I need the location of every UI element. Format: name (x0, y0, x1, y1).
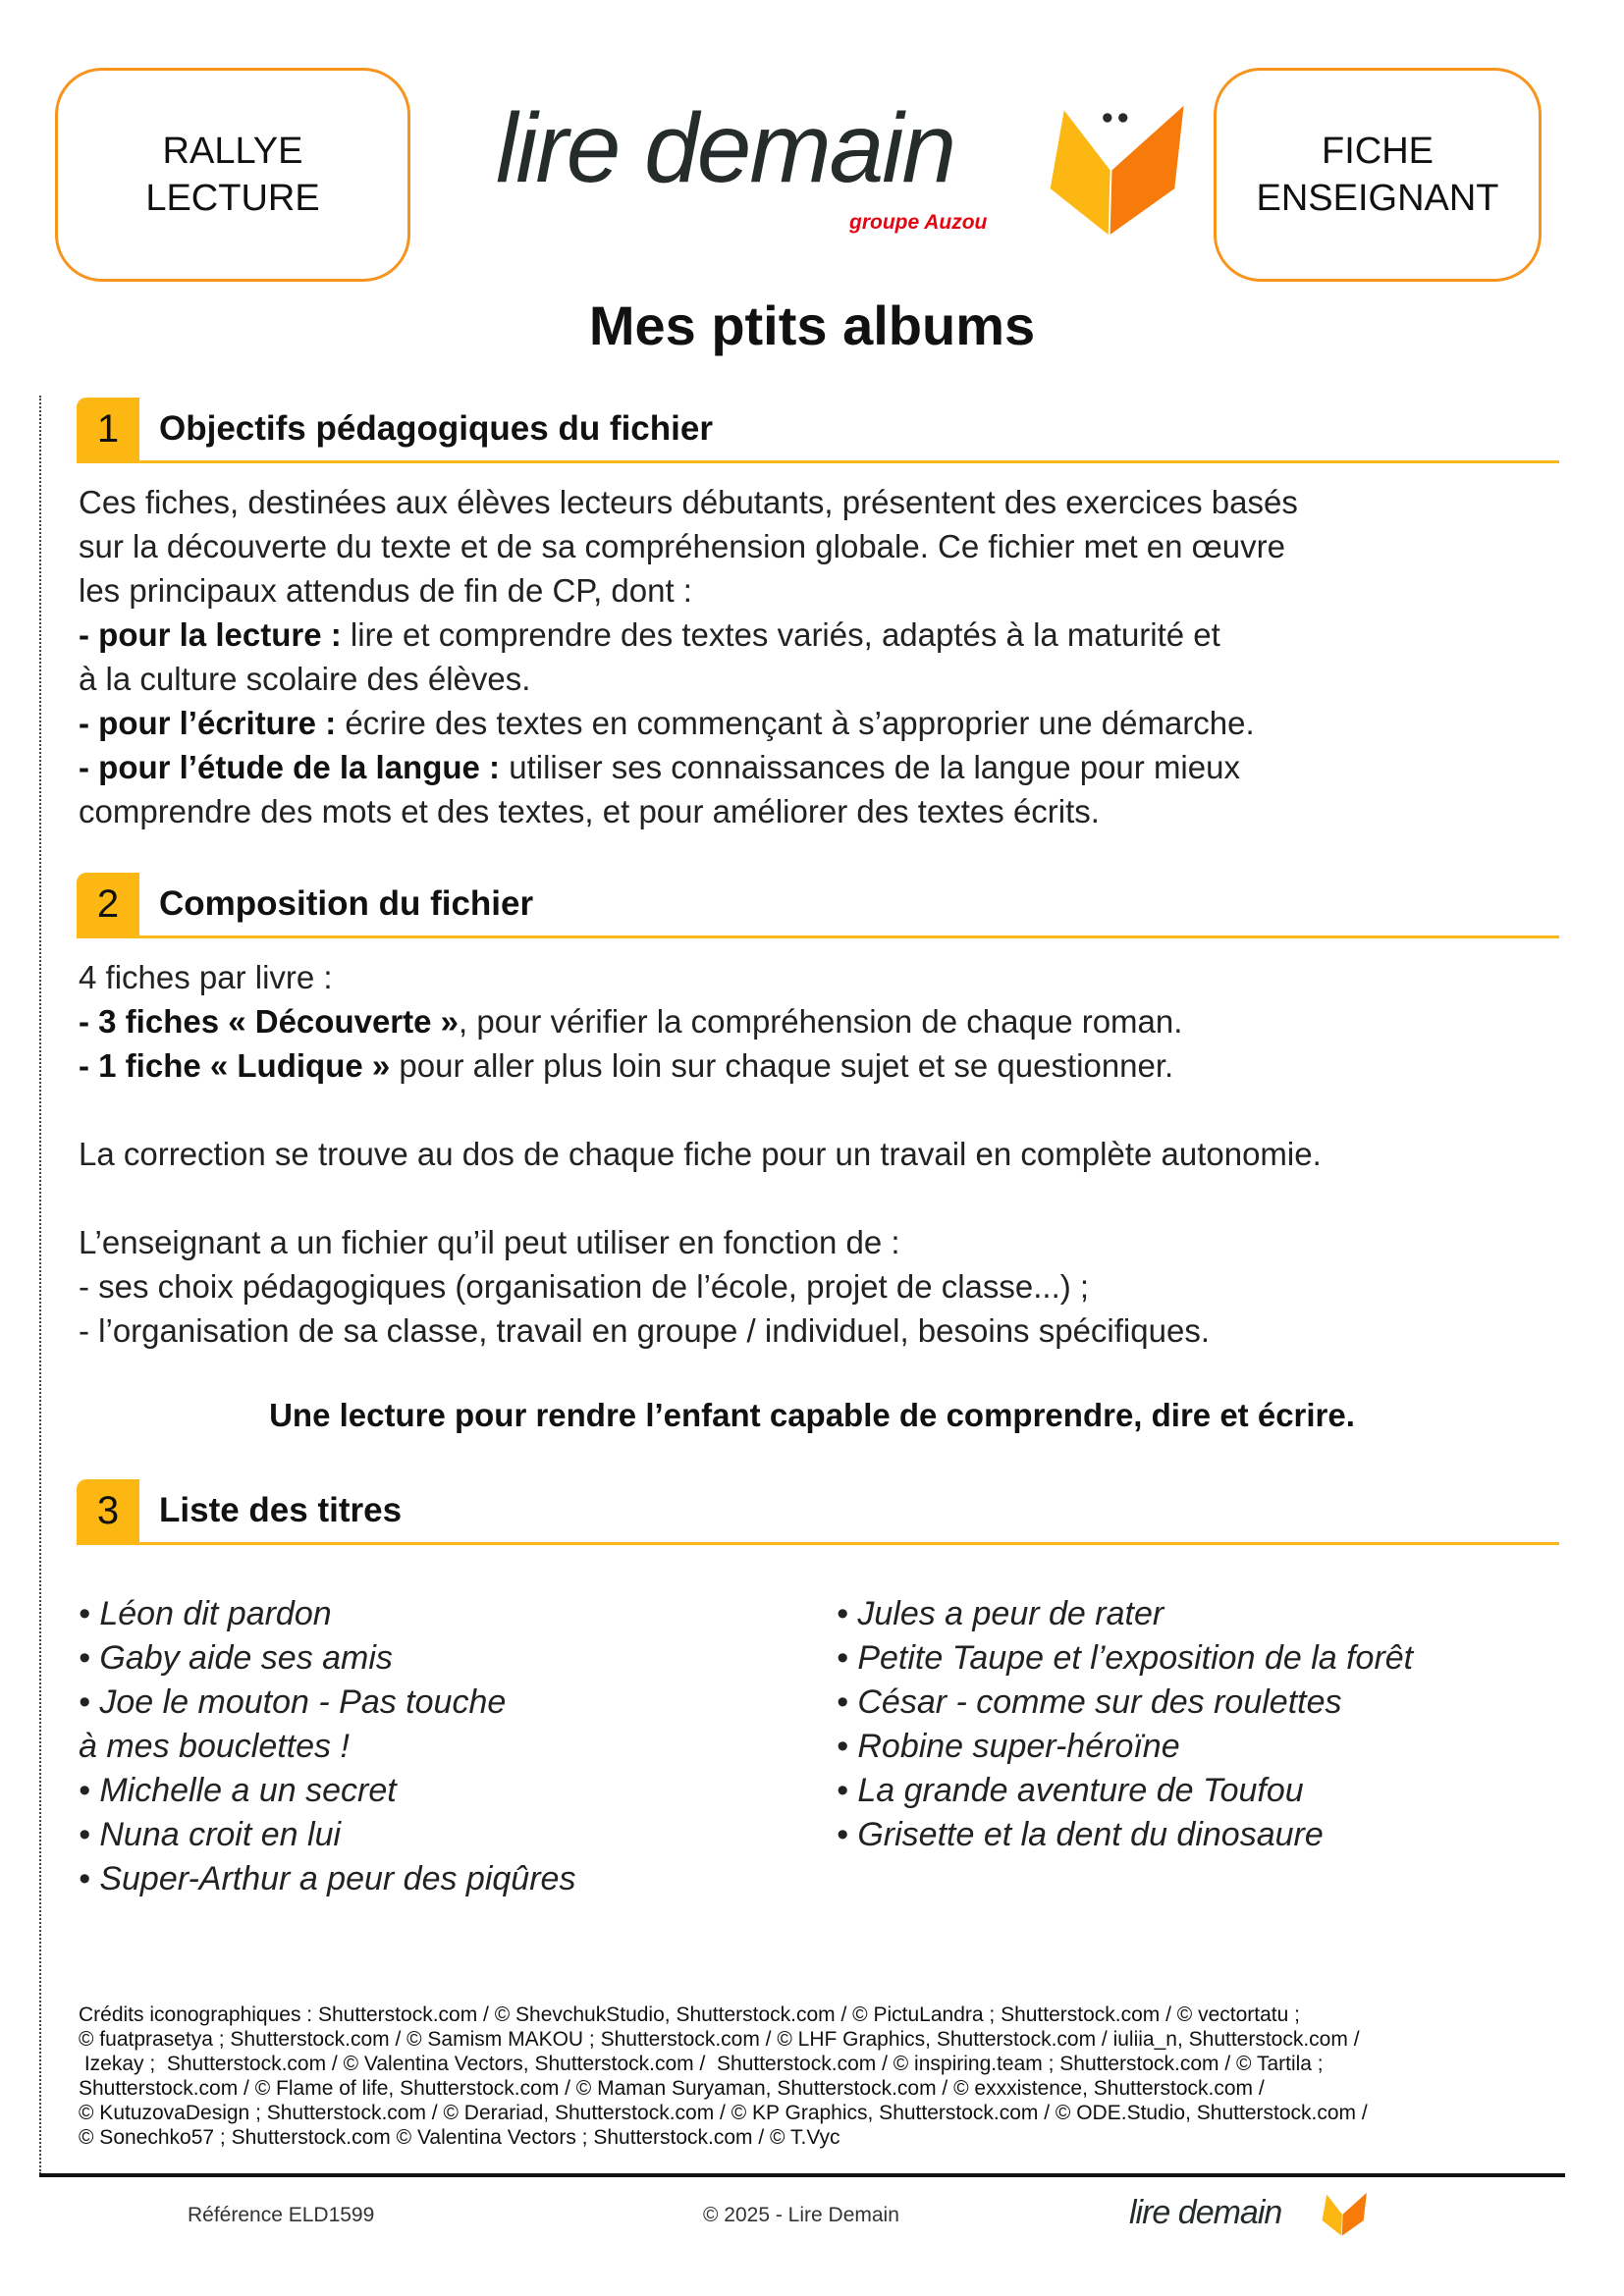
bold-label: - pour l’écriture : (79, 705, 337, 741)
line-text: écrire des textes en commençant à s’approprier une démarche. (336, 705, 1255, 741)
footer-logo (1129, 2191, 1375, 2240)
text-line (79, 745, 1298, 789)
reference: Référence ELD1599 (188, 2204, 375, 2226)
credit-line: Izekay ; Shutterstock.com / © Valentina Vectors, Shutterstock.com / Shutterstock.com / © inspiring.team ; Shutterstock.com / © Tartila ; (79, 2053, 1324, 2075)
text-line (79, 999, 1322, 1043)
line-text: comprendre des mots et des textes, et pour améliorer des textes écrits. (79, 793, 1100, 829)
line-text: - l’organisation de sa classe, travail en groupe / individuel, besoins spécifiques. (79, 1312, 1210, 1349)
titles-list-right (837, 1592, 1413, 1857)
line-text: sur la découverte du texte et de sa compréhension globale. Ce fichier met en œuvre (79, 528, 1285, 564)
bold-label: - pour l’étude de la langue : (79, 749, 501, 785)
section-header-objectifs (77, 398, 1559, 463)
rallye-lecture-box (55, 68, 410, 282)
credit-line: © fuatprasetya ; Shutterstock.com / © Samism MAKOU ; Shutterstock.com / © LHF Graphics, Shutterstock.com / iuliia_n, Shutterstock.com / (79, 2028, 1360, 2051)
line-text: La correction se trouve au dos de chaque fiche pour un travail en complète autonomie. (79, 1136, 1322, 1172)
section-title: Objectifs pédagogiques du fichier (159, 409, 713, 448)
credit-line: © KutuzovaDesign ; Shutterstock.com / © Derariad, Shutterstock.com / © KP Graphics, Shutterstock.com / © ODE.Studio, Shutterstock.com / (79, 2102, 1368, 2124)
text-line (79, 701, 1298, 745)
section-number-badge: 2 (77, 873, 139, 935)
line-text: lire et comprendre des textes variés, adaptés à la maturité et (341, 616, 1220, 653)
text-line (79, 1132, 1322, 1176)
section-number-badge: 3 (77, 1479, 139, 1542)
title-list-item: • Michelle a un secret (79, 1772, 397, 1809)
title-list-item: • Nuna croit en lui (79, 1816, 342, 1853)
logo-subtext: groupe Auzou (849, 211, 988, 234)
footer-divider (39, 2173, 1565, 2177)
text-line (79, 657, 1298, 701)
box-line: FICHE (1322, 131, 1434, 172)
title-list-item: • Gaby aide ses amis (79, 1639, 393, 1677)
line-text: pour aller plus loin sur chaque sujet et se questionner. (390, 1047, 1174, 1084)
text-line (79, 955, 1322, 999)
composition-text (79, 955, 1322, 1353)
title-list-item: à mes bouclettes ! (79, 1728, 350, 1765)
text-line (79, 480, 1298, 524)
title-list-item: • Petite Taupe et l’exposition de la forêt (837, 1639, 1414, 1677)
text-line (79, 1308, 1322, 1353)
bold-label: - 3 fiches « Découverte » (79, 1003, 460, 1040)
book-icon (1321, 2191, 1370, 2236)
line-text: les principaux attendus de fin de CP, dont : (79, 572, 692, 609)
text-line (79, 1220, 1322, 1264)
text-line (79, 1043, 1322, 1088)
title-list-item: • Grisette et la dent du dinosaure (837, 1816, 1324, 1853)
section-title: Liste des titres (159, 1491, 403, 1529)
page-title: Mes ptits albums (588, 294, 1036, 356)
objectifs-text (79, 480, 1298, 833)
line-text: , pour vérifier la compréhension de chaque roman. (459, 1003, 1183, 1040)
book-icon (1046, 99, 1193, 237)
section-header-composition (77, 873, 1559, 938)
box-line: RALLYE (162, 131, 303, 172)
text-line (79, 789, 1298, 833)
box-line: ENSEIGNANT (1256, 178, 1499, 219)
title-list-item: • Léon dit pardon (79, 1595, 332, 1632)
logo-text: lire demain (496, 93, 955, 203)
title-list-item: • Super-Arthur a peur des piqûres (79, 1860, 576, 1897)
bold-label: - pour la lecture : (79, 616, 342, 653)
copyright: © 2025 - Lire Demain (703, 2204, 899, 2226)
title-list-item: • Jules a peur de rater (837, 1595, 1164, 1632)
footer-logo-text: lire demain (1129, 2194, 1282, 2231)
text-line (79, 1088, 1322, 1132)
title-list-item: • César - comme sur des roulettes (837, 1683, 1342, 1721)
text-line (79, 568, 1298, 613)
box-line: LECTURE (145, 178, 320, 219)
credit-line: Crédits iconographiques : Shutterstock.com / © ShevchukStudio, Shutterstock.com / © PictuLandra ; Shutterstock.com / © vectortatu ; (79, 2003, 1300, 2026)
text-line (79, 1176, 1322, 1220)
text-line (79, 524, 1298, 568)
line-text: L’enseignant a un fichier qu’il peut utiliser en fonction de : (79, 1224, 900, 1260)
line-text: à la culture scolaire des élèves. (79, 661, 531, 697)
section-header-titres (77, 1479, 1559, 1545)
line-text: - ses choix pédagogiques (organisation de l’école, projet de classe...) ; (79, 1268, 1090, 1305)
line-text: Ces fiches, destinées aux élèves lecteurs débutants, présentent des exercices basés (79, 484, 1298, 520)
titles-list-left (79, 1592, 575, 1901)
line-text: 4 fiches par livre : (79, 959, 333, 995)
text-line (79, 1264, 1322, 1308)
credit-line: Shutterstock.com / © Flame of life, Shutterstock.com / © Maman Suryaman, Shutterstock.com / © exxxistence, Shutterstock.com / (79, 2077, 1265, 2100)
title-list-item: • Joe le mouton - Pas touche (79, 1683, 507, 1721)
image-credits (79, 2002, 1368, 2150)
margin-dotted-line (39, 396, 41, 2174)
logo (496, 94, 1198, 261)
bold-label: - 1 fiche « Ludique » (79, 1047, 391, 1084)
title-list-item: • Robine super-héroïne (837, 1728, 1180, 1765)
fiche-enseignant-box (1214, 68, 1542, 282)
title-list-item: • La grande aventure de Toufou (837, 1772, 1304, 1809)
section-number-badge: 1 (77, 398, 139, 460)
credit-line: © Sonechko57 ; Shutterstock.com © Valentina Vectors ; Shutterstock.com / © T.Vyc (79, 2126, 840, 2149)
line-text: utiliser ses connaissances de la langue pour mieux (500, 749, 1240, 785)
tagline: Une lecture pour rendre l’enfant capable de comprendre, dire et écrire. (269, 1397, 1355, 1433)
section-title: Composition du fichier (159, 884, 534, 923)
text-line (79, 613, 1298, 657)
